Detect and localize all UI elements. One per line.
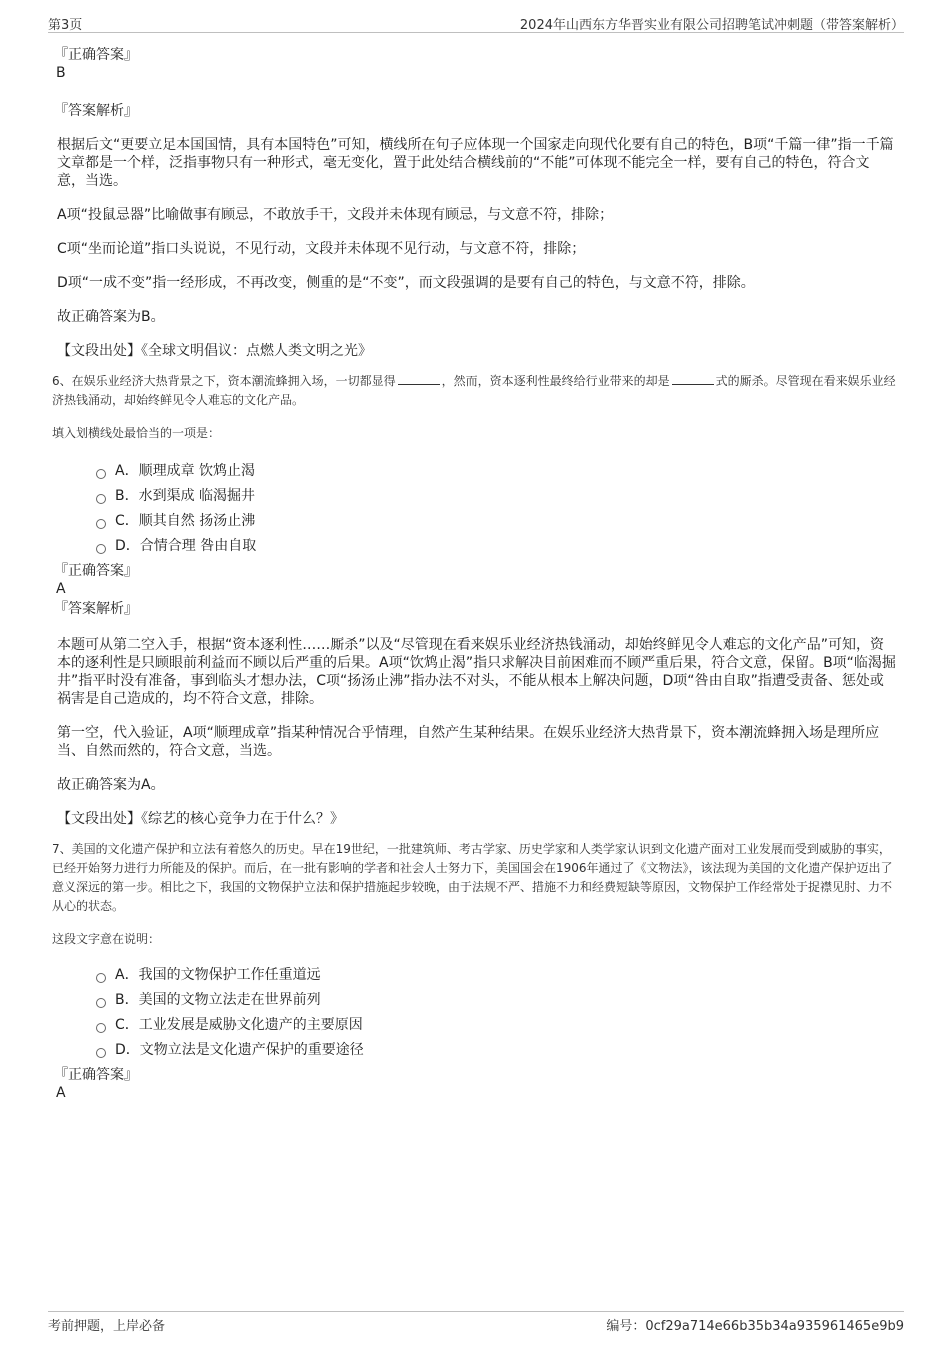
q6-options [96, 458, 896, 558]
q7-stem: 7、美国的文化遗产保护和立法有着悠久的历史。早在19世纪，一批建筑师、考古学家、历史学家和人类学家认识到文化遗产面对工业发展而受到威胁的事实，已经开始努力进行力所能及的保护。而后，在一批有影响的学者和社会人士努力下，美国国会在1906年通过了《文物法》，该法现为美国的文化遗产保护迈出了意义深远的第一步。相比之下，我国的文物保护立法和保护措施起步较晚，由于法规不严、措施不力和经费短缺等原因，文物保护工作经常处于捉襟见肘、力不从心的状态。 [52, 842, 893, 913]
q7-option-b[interactable]: B．美国的文物立法走在世界前列 [96, 987, 896, 1012]
q6-stem [52, 372, 896, 410]
radio-icon[interactable] [96, 494, 106, 504]
q7-options [96, 962, 896, 1062]
q6-answer: A [56, 581, 66, 597]
radio-icon[interactable] [96, 519, 106, 529]
radio-icon[interactable] [96, 544, 106, 554]
q6-blank-1 [398, 372, 440, 385]
radio-icon[interactable] [96, 998, 106, 1008]
q7-answer: A [56, 1085, 66, 1101]
q7-answer-label: 『正确答案』 [54, 1067, 138, 1083]
q6-blank-2 [672, 372, 714, 385]
q5-answer-label: 『正确答案』 [54, 47, 138, 63]
q5-analysis-paragraph: A项“投鼠忌器”比喻做事有顾忌，不敢放手干，文段并未体现有顾忌，与文意不符，排除； [57, 207, 614, 223]
q6-option-a[interactable]: A．顺理成章 饮鸩止渴 [96, 458, 896, 483]
q6-stem-part3: 式的厮杀。尽管现在看来娱乐业经济热钱涌动，却始终鲜见令人难忘的文化产品。 [52, 374, 896, 407]
page-header [48, 12, 904, 33]
q6-option-b[interactable]: B．水到渠成 临渴掘井 [96, 483, 896, 508]
q7-option-a[interactable]: A．我国的文物保护工作任重道远 [96, 962, 896, 987]
q6-answer-label: 『正确答案』 [54, 563, 138, 579]
q5-answer: B [56, 65, 66, 81]
q5-source: 【文段出处】《全球文明倡议：点燃人类文明之光》 [57, 343, 372, 359]
q5-analysis-conclusion: 故正确答案为B。 [57, 309, 165, 325]
radio-icon[interactable] [96, 1048, 106, 1058]
q6-analysis-label: 『答案解析』 [54, 601, 138, 617]
page-footer [48, 1311, 904, 1336]
q6-analysis-paragraph: 本题可从第二空入手，根据“资本逐利性……厮杀”以及“尽管现在看来娱乐业经济热钱涌动，却始终鲜见令人难忘的文化产品”可知，资本的逐利性是只顾眼前利益而不顾以后严重的后果。A项“饮鸩止渴”指只求解决目前困难而不顾严重后果，符合文意，保留。B项“临渴掘井”指平时没有准备，事到临头才想办法，C项“扬汤止沸”指办法不对头，不能从根本上解决问题，D项“咎由自取”指遭受责备、惩处或祸害是自己造成的，均不符合文意，排除。 [57, 637, 896, 707]
q7-prompt: 这段文字意在说明： [52, 932, 161, 946]
page-content [54, 46, 896, 1102]
footer-slogan: 考前押题，上岸必备 [48, 1319, 166, 1334]
document-title: 2024年山西东方华晋实业有限公司招聘笔试冲刺题（带答案解析） [519, 18, 904, 33]
radio-icon[interactable] [96, 469, 106, 479]
q6-option-c[interactable]: C．顺其自然 扬汤止沸 [96, 508, 896, 533]
q6-source: 【文段出处】《综艺的核心竞争力在于什么？》 [57, 811, 344, 827]
q6-prompt: 填入划横线处最恰当的一项是： [52, 426, 221, 440]
q6-option-d[interactable]: D．合情合理 咎由自取 [96, 533, 896, 558]
page-number: 第3页 [48, 18, 83, 33]
q5-analysis-paragraph: C项“坐而论道”指口头说说，不见行动，文段并未体现不见行动，与文意不符，排除； [57, 241, 586, 257]
document-code: 编号：0cf29a714e66b35b34a935961465e9b9 [606, 1319, 904, 1334]
q5-analysis-label: 『答案解析』 [54, 103, 138, 119]
q6-analysis-paragraph: 第一空，代入验证，A项“顺理成章”指某种情况合乎情理，自然产生某种结果。在娱乐业经济大热背景下，资本潮流蜂拥入场是理所应当、自然而然的，符合文意，当选。 [57, 725, 880, 759]
q7-option-d[interactable]: D．文物立法是文化遗产保护的重要途径 [96, 1037, 896, 1062]
q5-analysis-paragraph: 根据后文“更要立足本国国情，具有本国特色”可知，横线所在句子应体现一个国家走向现代化要有自己的特色，B项“千篇一律”指一千篇文章都是一个样，泛指事物只有一种形式，毫无变化，置于此处结合横线前的“不能”可体现不能完全一样，要有自己的特色，符合文意，当选。 [57, 137, 894, 189]
q6-stem-part1: 6、在娱乐业经济大热背景之下，资本潮流蜂拥入场，一切都显得 [52, 374, 396, 388]
q6-analysis-conclusion: 故正确答案为A。 [57, 777, 165, 793]
q5-analysis-paragraph: D项“一成不变”指一经形成，不再改变，侧重的是“不变”，而文段强调的是要有自己的特色，与文意不符，排除。 [57, 275, 755, 291]
q6-stem-part2: ，然而，资本逐利性最终给行业带来的却是 [441, 374, 670, 388]
radio-icon[interactable] [96, 973, 106, 983]
q7-option-c[interactable]: C．工业发展是威胁文化遗产的主要原因 [96, 1012, 896, 1037]
radio-icon[interactable] [96, 1023, 106, 1033]
